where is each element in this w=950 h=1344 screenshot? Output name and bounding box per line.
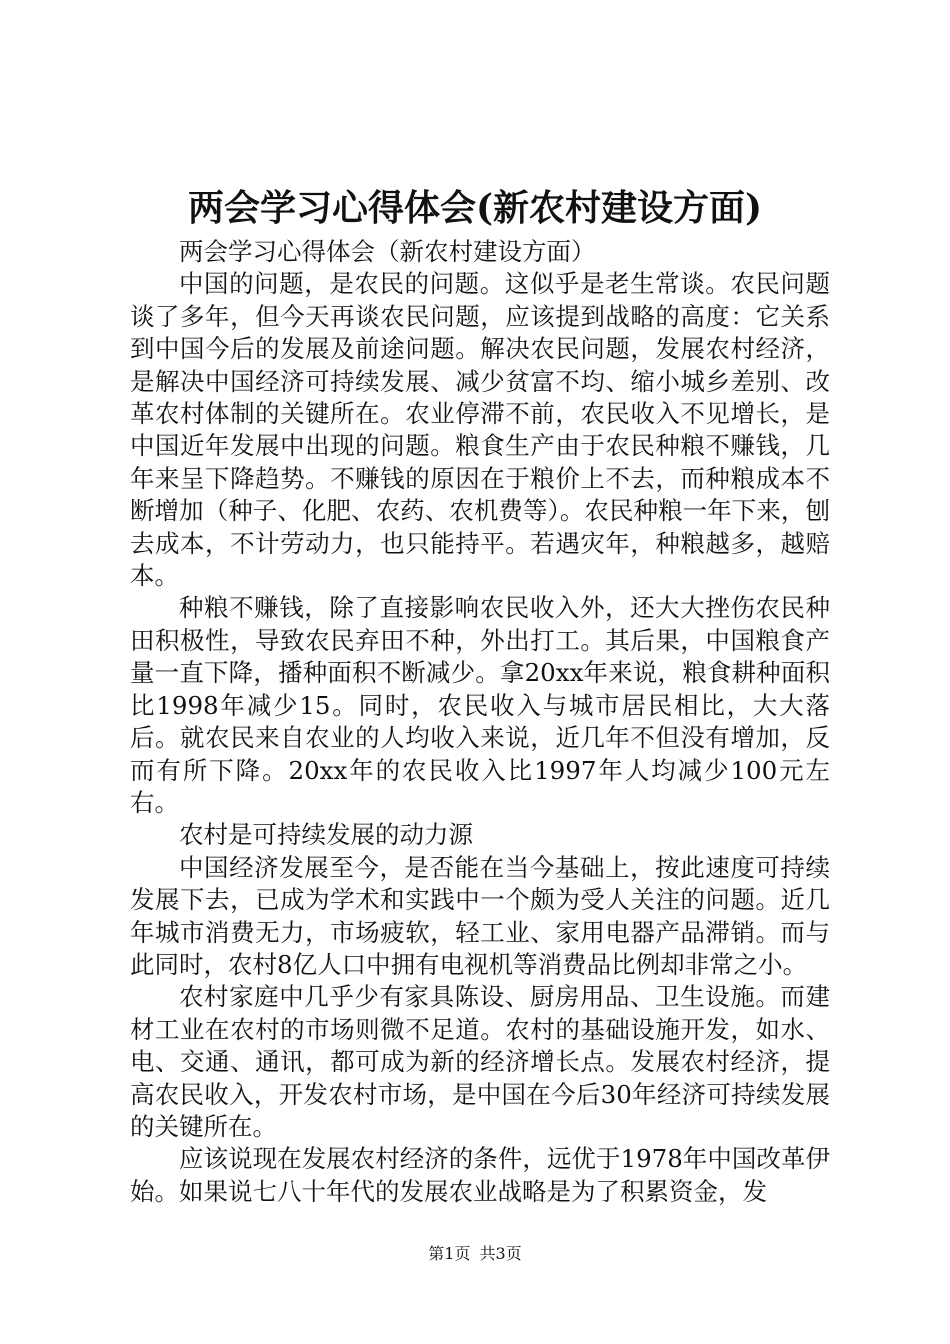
paragraph: 中国的问题，是农民的问题。这似乎是老生常谈。农民问题谈了多年，但今天再谈农民问题，应该提到战略的高度：它关系到中国今后的发展及前途问题。解决农民问题，发展农村经济，是解决中国经济可持续发展、减少贫富不均、缩小城乡差别、改革农村体制的关键所在。农业停滞不前，农民收入不见增长，是中国近年发展中出现的问题。粮食生产由于农民种粮不赚钱，几年来呈下降趋势。不赚钱的原因在于粮价上不去，而种粮成本不断增加（种子、化肥、农药、农机费等）。农民种粮一年下来，刨去成本，不计劳动力，也只能持平。若遇灾年，种粮越多，越赔本。 <box>130 269 830 591</box>
page-number-current: 第1页 <box>428 1244 471 1263</box>
paragraph: 农村家庭中几乎少有家具陈设、厨房用品、卫生设施。而建材工业在农村的市场则微不足道。农村的基础设施开发，如水、电、交通、通讯，都可成为新的经济增长点。发展农村经济，提高农民收入，开发农村市场，是中国在今后30年经济可持续发展的关键所在。 <box>130 982 830 1141</box>
paragraph: 应该说现在发展农村经济的条件，远优于1978年中国改革伊始。如果说七八十年代的发展农业战略是为了积累资金，发 <box>130 1144 830 1206</box>
paragraph: 种粮不赚钱，除了直接影响农民收入外，还大大挫伤农民种田积极性，导致农民弃田不种，外出打工。其后果，中国粮食产量一直下降，播种面积不断减少。拿20xx年来说，粮食耕种面积比1998年减少15。同时，农民收入与城市居民相比，大大落后。就农民来自农业的人均收入来说，近几年不但没有增加，反而有所下降。20xx年的农民收入比1997年人均减少100元左右。 <box>130 593 830 817</box>
paragraph: 中国经济发展至今，是否能在当今基础上，按此速度可持续发展下去，已成为学术和实践中一个颇为受人关注的问题。近几年城市消费无力，市场疲软，轻工业、家用电器产品滞销。而与此同时，农村8亿人口中拥有电视机等消费品比例却非常之小。 <box>130 852 830 979</box>
document-title: 两会学习心得体会(新农村建设方面) <box>187 187 763 229</box>
page-footer <box>0 1242 950 1266</box>
paragraph-subtitle: 两会学习心得体会（新农村建设方面） <box>179 237 596 266</box>
document-body <box>130 236 830 1208</box>
page-number-total: 共3页 <box>479 1244 522 1263</box>
section-heading: 农村是可持续发展的动力源 <box>179 820 473 850</box>
